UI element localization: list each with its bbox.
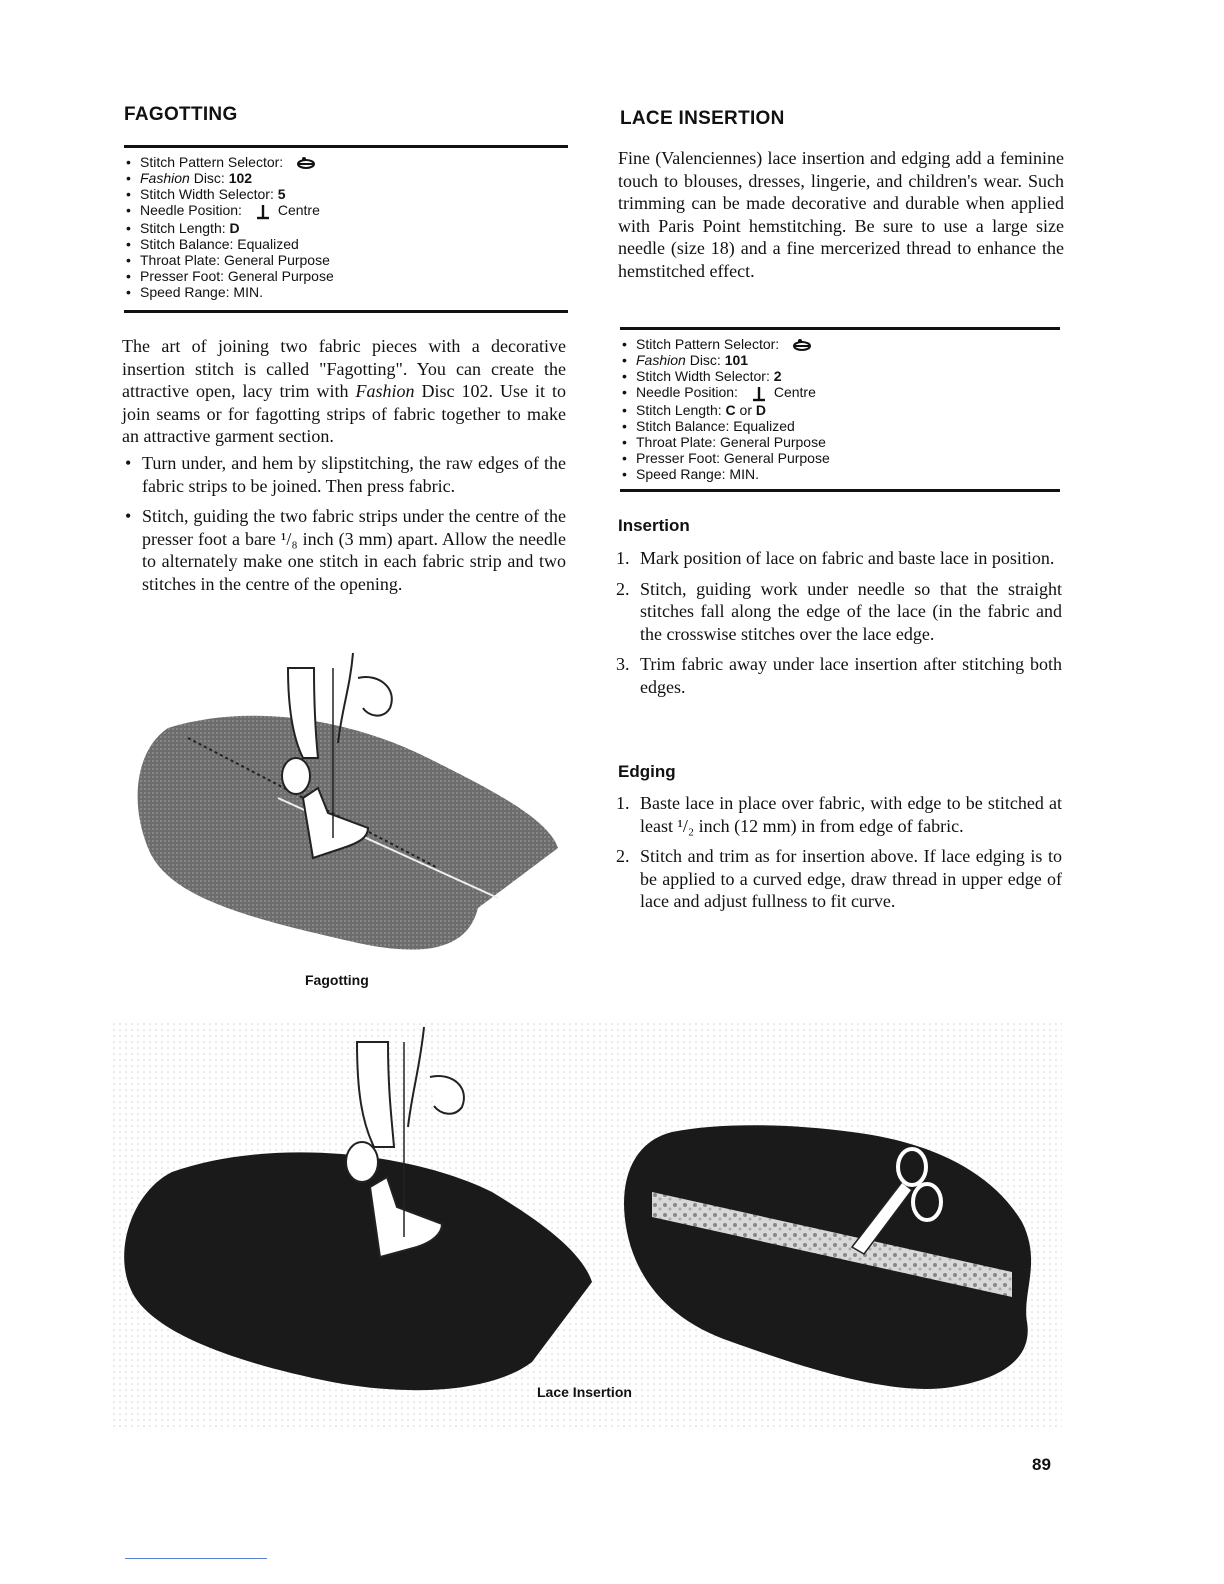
- divider: [124, 145, 568, 148]
- list-item: 1. Baste lace in place over fabric, with edge to be stitched at least ¹/₂ inch (12 mm) in from edge of fabric.: [616, 793, 1062, 836]
- pattern-selector-icon: [295, 156, 317, 170]
- spec-item: • Stitch Pattern Selector:: [124, 154, 564, 170]
- fagotting-spec-list: [124, 154, 564, 300]
- divider: [620, 327, 1060, 330]
- needle-centre-icon: [256, 204, 270, 220]
- list-item: 2. Stitch, guiding work under needle so that the straight stitches fall along the edge of the lace (in the fabric and the crosswise stitches over the lace edge.: [616, 578, 1062, 644]
- divider: [620, 489, 1060, 492]
- spec-item: • Speed Range: MIN.: [620, 466, 1060, 482]
- list-item: 1. Mark position of lace on fabric and baste lace in position.: [616, 548, 1055, 568]
- list-item: • Turn under, and hem by slipstitching, the raw edges of the fabric strips to be joined. Then press fabric.: [124, 452, 566, 497]
- lace-insertion-illustration: [112, 1022, 1062, 1430]
- fagotting-steps: [124, 452, 566, 603]
- spec-item: • Fashion Disc: 102: [124, 170, 564, 186]
- list-item: 2. Stitch and trim as for insertion above. If lace edging is to be applied to a curved edge, draw thread in upper edge of lace and adjust fullness to fit curve.: [616, 846, 1062, 911]
- spec-item: • Presser Foot: General Purpose: [620, 450, 1060, 466]
- spec-item: • Stitch Length: D: [124, 220, 564, 236]
- spec-item: • Needle Position: Centre: [124, 202, 564, 219]
- footer-line: [125, 1558, 267, 1559]
- spec-item: • Stitch Length: C or D: [620, 402, 1060, 418]
- lace-spec-list: [620, 336, 1060, 482]
- fagotting-illustration: [128, 648, 568, 968]
- spec-item: • Stitch Balance: Equalized: [124, 236, 564, 252]
- spec-item: • Throat Plate: General Purpose: [124, 252, 564, 268]
- spec-item: • Stitch Width Selector: 5: [124, 186, 564, 202]
- spec-item: • Throat Plate: General Purpose: [620, 434, 1060, 450]
- section-title-lace-insertion: LACE INSERTION: [620, 108, 785, 129]
- spec-item: • Stitch Width Selector: 2: [620, 368, 1060, 384]
- spec-item: • Needle Position: Centre: [620, 384, 1060, 401]
- spec-item: • Stitch Balance: Equalized: [620, 418, 1060, 434]
- edging-steps: [616, 792, 1062, 921]
- page-number: 89: [1032, 1455, 1051, 1474]
- spec-item: • Stitch Pattern Selector:: [620, 336, 1060, 352]
- section-title-fagotting: FAGOTTING: [124, 104, 238, 125]
- subheading-edging: Edging: [618, 762, 676, 781]
- spec-item: • Presser Foot: General Purpose: [124, 268, 564, 284]
- divider: [124, 310, 568, 313]
- list-item: • Stitch, guiding the two fabric strips under the centre of the presser foot a bare ¹/₈ inch (3 mm) apart. Allow the needle to alternately make one stitch in each fabric strip and two stitches in the centre of the opening.: [124, 505, 566, 595]
- lace-intro: Fine (Valenciennes) lace insertion and edging add a feminine touch to blouses, dresses, lingerie, and children's wear. Such trimming can be made decorative and durable when applied with Paris Point hemstitching. Be sure to use a large size needle (size 18) and a fine mercerized thread to enhance the hemstitched effect.: [618, 148, 1064, 281]
- pattern-selector-icon: [791, 338, 813, 352]
- insertion-steps: [616, 547, 1062, 706]
- figure-caption-lace-insertion: Lace Insertion: [537, 1384, 632, 1400]
- spec-item: • Speed Range: MIN.: [124, 284, 564, 300]
- spec-item: • Fashion Disc: 101: [620, 352, 1060, 368]
- figure-caption-fagotting: Fagotting: [305, 972, 369, 988]
- needle-centre-icon: [752, 386, 766, 402]
- fagotting-intro: The art of joining two fabric pieces with a decorative insertion stitch is called "Fagotting". You can create the attractive open, lacy trim with Fashion Disc 102. Use it to join seams or for fagotting strips of fabric together to make an attractive garment section.: [122, 336, 566, 446]
- list-item: 3. Trim fabric away under lace insertion after stitching both edges.: [616, 654, 1062, 697]
- subheading-insertion: Insertion: [618, 516, 690, 535]
